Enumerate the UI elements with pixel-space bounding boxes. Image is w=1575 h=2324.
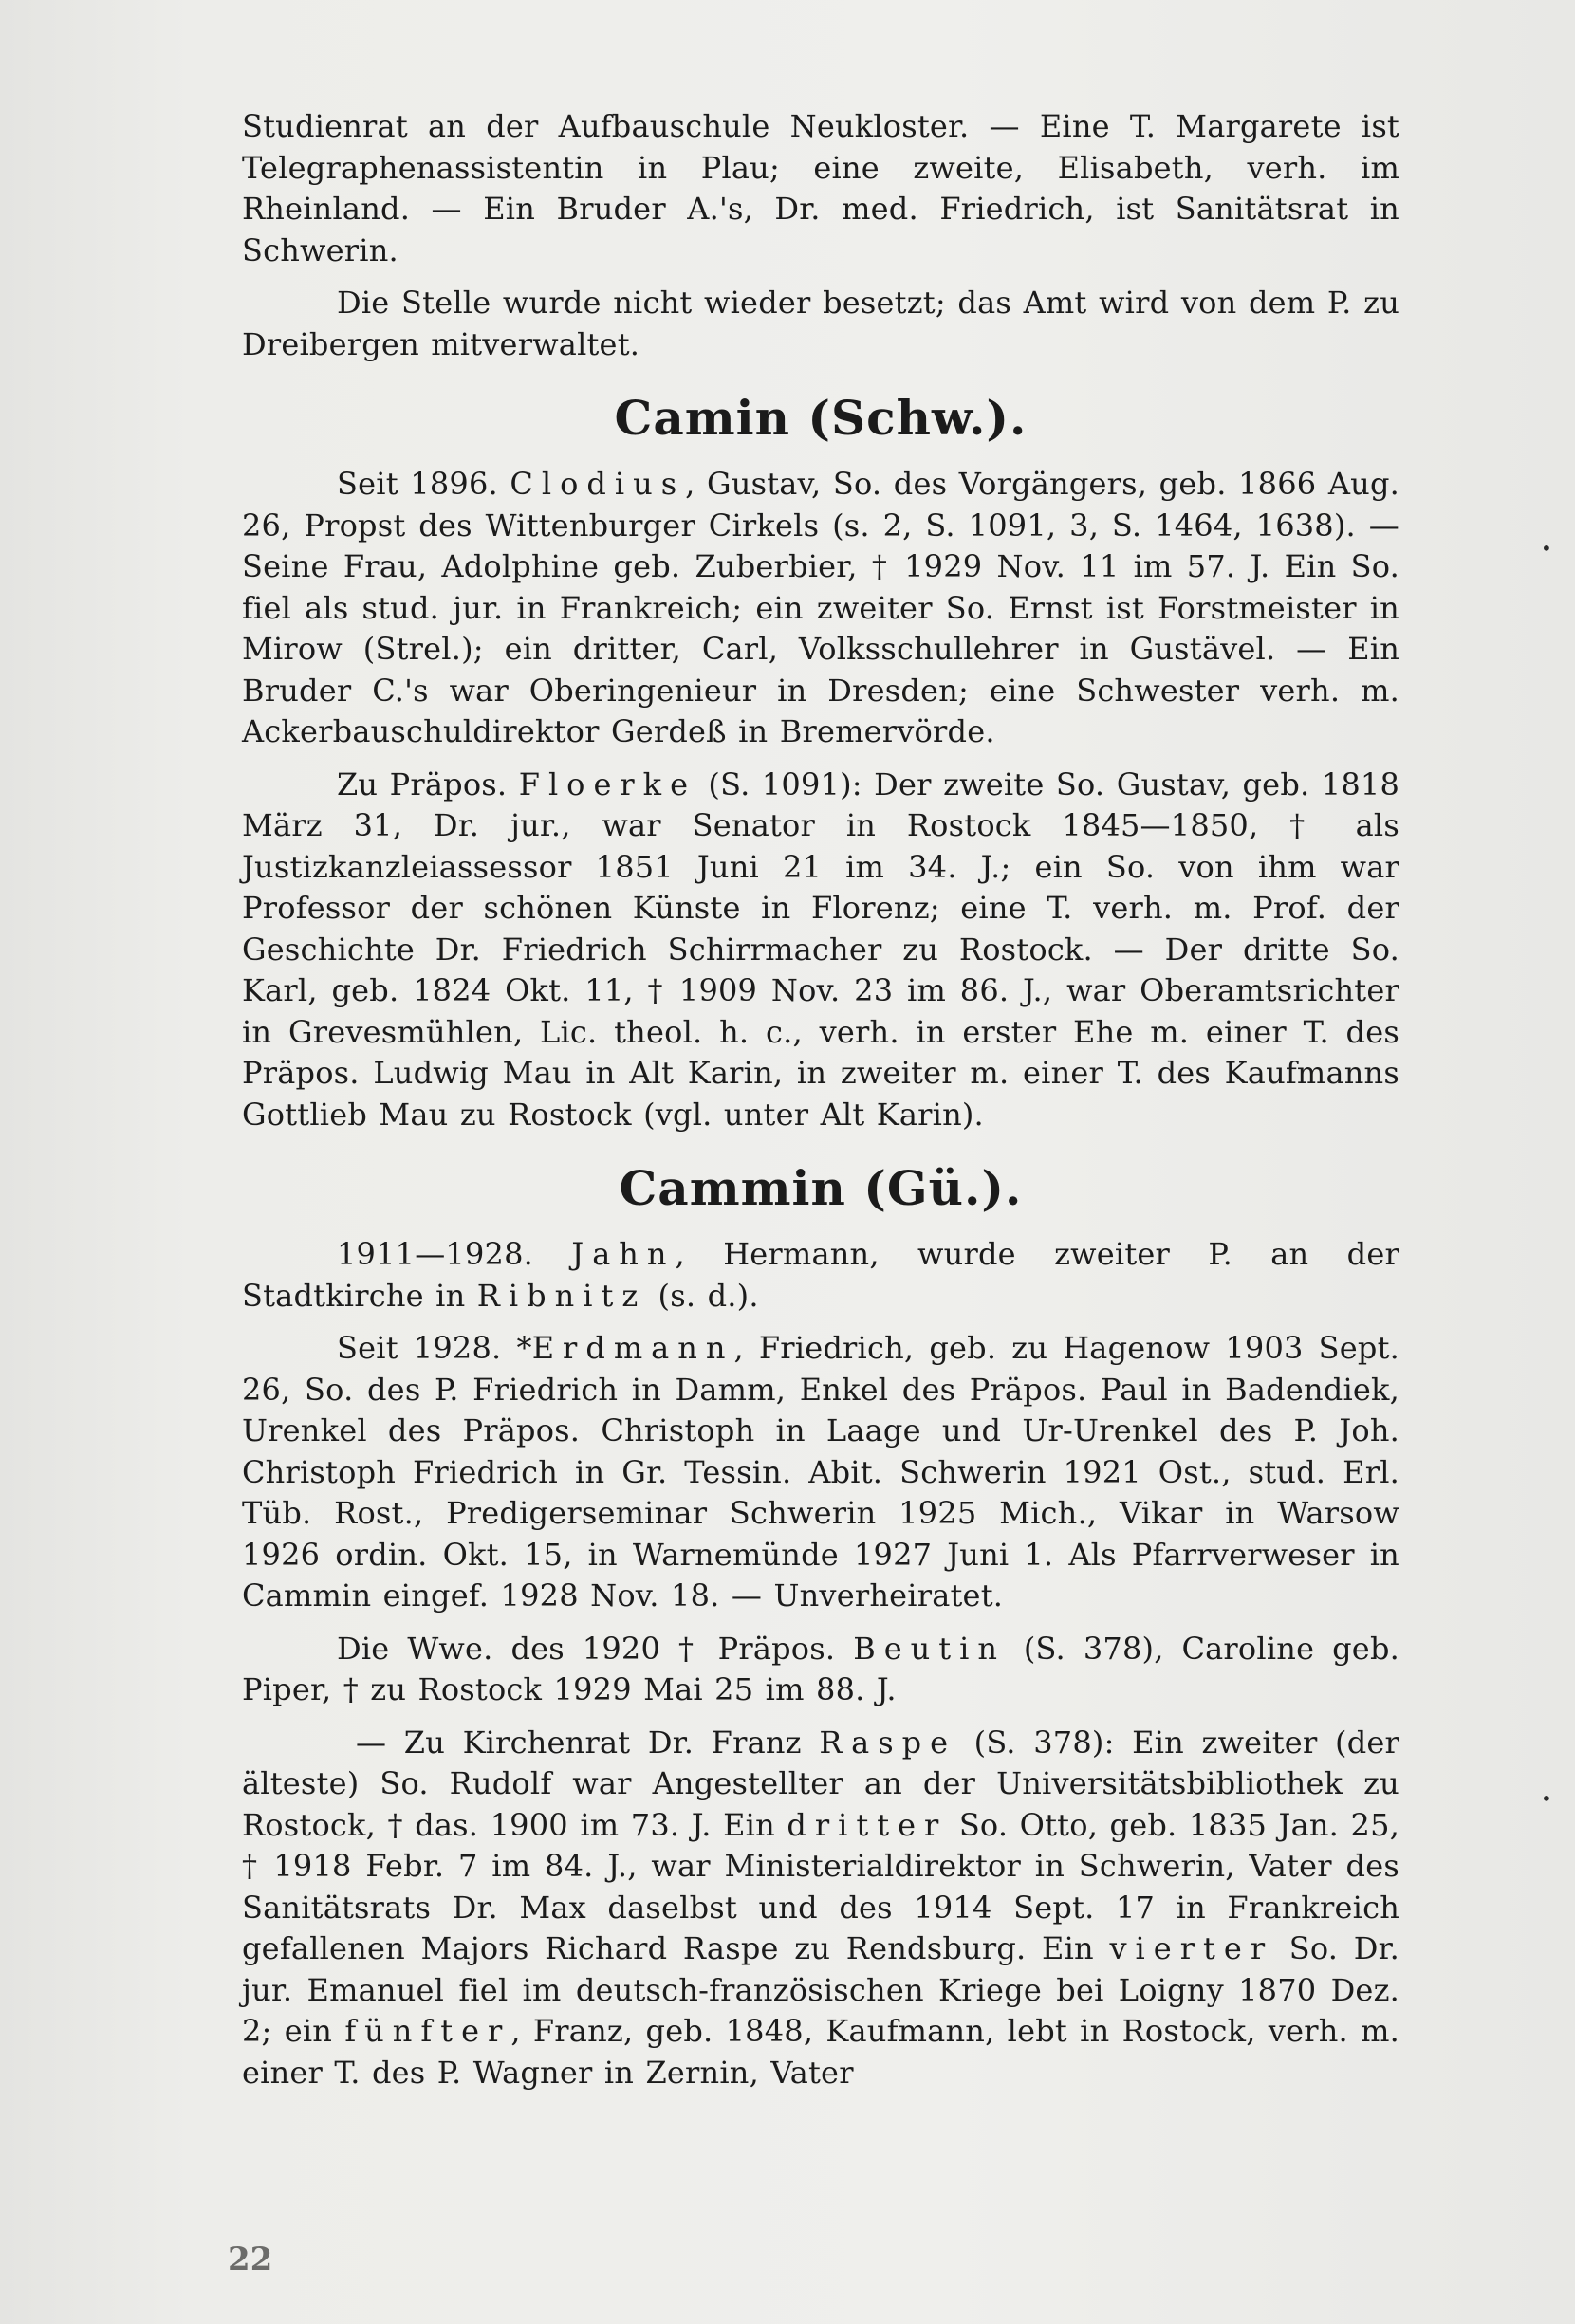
margin-dot: • (1541, 537, 1552, 560)
paragraph-text: So. Otto, geb. 1835 Jan. 25, † 1918 Febr. 7 im 84. J., war Ministerialdirektor in Schwerin, Vater des Sanitätsrats Dr. Max daselbst und des 1914 Sept. 17 in Frankreich gefallenen Majors Richard Raspe zu Rendsburg. Ein (242, 1806, 1400, 1966)
paragraph-text: Zu Präpos. (337, 765, 508, 802)
paragraph-text: (S. 378): Ein zweiter (der älteste) So. Rudolf war Angestellter an der Universitätsbibliothek zu Rostock, † das. 1900 im 73. J. Ein (242, 1724, 1400, 1843)
pastor-name: Floerke (518, 765, 696, 802)
paragraph-text: Die Wwe. des 1920 † Präpos. (337, 1630, 836, 1667)
pastor-name: Clodius (510, 466, 686, 502)
emphasis-ordinal: dritter (787, 1806, 948, 1843)
paragraph-raspe (242, 1723, 1399, 2094)
paragraph-text: , Hermann, wurde zweiter P. an der Stadtkirche in (242, 1236, 1399, 1314)
paragraph-floerke (242, 765, 1399, 1136)
paragraph-text: So. Dr. jur. Emanuel fiel im deutsch-französischen Kriege bei Loigny 1870 Dez. 2; ein (242, 1930, 1399, 2049)
pastor-name: Jahn (571, 1236, 676, 1272)
paragraph-text: (s. d.). (658, 1277, 759, 1314)
paragraph-continuation (242, 106, 1399, 271)
paragraph-stelle (242, 283, 1399, 365)
pastor-name: Raspe (819, 1724, 957, 1761)
paragraph-text: (S. 378), Caroline geb. Piper, † zu Rostock 1929 Mai 25 im 88. J. (242, 1630, 1400, 1707)
paragraph-text: , Franz, geb. 1848, Kaufmann, lebt in Rostock, verh. m. einer T. des P. Wagner in Zernin, Vater (242, 2013, 1400, 2091)
paragraph-text: , Friedrich, geb. zu Hagenow 1903 Sept. 26, So. des P. Friedrich in Damm, Enkel des Präpos. Paul in Badendiek, Urenkel des Präpos. Christoph in Laage und Ur-Urenkel des P. Joh. Christoph Friedrich in Gr. Tessin. Abit. Schwerin 1921 Ost., stud. Erl. Tüb. Rost., Predigerseminar Schwerin 1925 Mich., Vikar in Warsow 1926 ordin. Okt. 15, in Warnemünde 1927 Juni 1. Als Pfarrverweser in Cammin eingef. 1928 Nov. 18. — Unverheiratet. (242, 1330, 1399, 1614)
margin-dot: • (1541, 1787, 1552, 1810)
paragraph-jahn (242, 1234, 1399, 1317)
paragraph-erdmann (242, 1328, 1399, 1617)
pastor-name: Beutin (853, 1630, 1006, 1667)
date-range: Seit 1928. * (337, 1330, 532, 1366)
section-heading-camin: Camin (Schw.). (614, 390, 1028, 446)
date-range: 1911—1928. (337, 1236, 534, 1272)
paragraph-beutin (242, 1629, 1399, 1711)
paragraph-text: Die Stelle wurde nicht wieder besetzt; das Amt wird von dem P. zu Dreibergen mitverwaltet. (242, 285, 1399, 362)
emphasis-ordinal: vierter (1109, 1930, 1274, 1966)
text-body (242, 106, 1399, 2105)
paragraph-text: , Gustav, So. des Vorgängers, geb. 1866 Aug. 26, Propst des Wittenburger Cirkels (s. 2, S. 1091, 3, S. 1464, 1638). — Seine Frau, Adolphine geb. Zuberbier, † 1929 Nov. 11 im 57. J. Ein So. fiel als stud. jur. in Frankreich; ein zweiter So. Ernst ist Forstmeister in Mirow (Strel.); ein dritter, Carl, Volksschullehrer in Gustävel. — Ein Bruder C.'s war Oberingenieur in Dresden; eine Schwester verh. m. Ackerbauschuldirektor Gerdeß in Bremervörde. (242, 466, 1399, 749)
emphasis-ordinal: fünfter (344, 2013, 511, 2049)
paragraph-text: Studienrat an der Aufbauschule Neukloster. — Eine T. Margarete ist Telegraphenassistentin in Plau; eine zweite, Elisabeth, verh. im Rheinland. — Ein Bruder A.'s, Dr. med. Friedrich, ist Sanitätsrat in Schwerin. (242, 108, 1399, 268)
section-heading-cammin: Cammin (Gü.). (619, 1160, 1023, 1216)
paragraph-clodius (242, 464, 1399, 753)
date-range: Seit 1896. (337, 466, 498, 502)
pastor-name: Erdmann (531, 1330, 734, 1366)
page-number: 22 (228, 2241, 273, 2278)
place-name: Ribnitz (476, 1277, 647, 1314)
paragraph-text: (S. 1091): Der zweite So. Gustav, geb. 1818 März 31, Dr. jur., war Senator in Rostock 1845—1850, † als Justizkanzleiassessor 1851 Juni 21 im 34. J.; ein So. von ihm war Professor der schönen Künste in Florenz; eine T. verh. m. Prof. der Geschichte Dr. Friedrich Schirrmacher zu Rostock. — Der dritte So. Karl, geb. 1824 Okt. 11, † 1909 Nov. 23 im 86. J., war Oberamtsrichter in Grevesmühlen, Lic. theol. h. c., verh. in erster Ehe m. einer T. des Präpos. Ludwig Mau in Alt Karin, in zweiter m. einer T. des Kaufmanns Gottlieb Mau zu Rostock (vgl. unter Alt Karin). (242, 765, 1400, 1133)
paragraph-text: — Zu Kirchenrat Dr. Franz (356, 1724, 802, 1761)
